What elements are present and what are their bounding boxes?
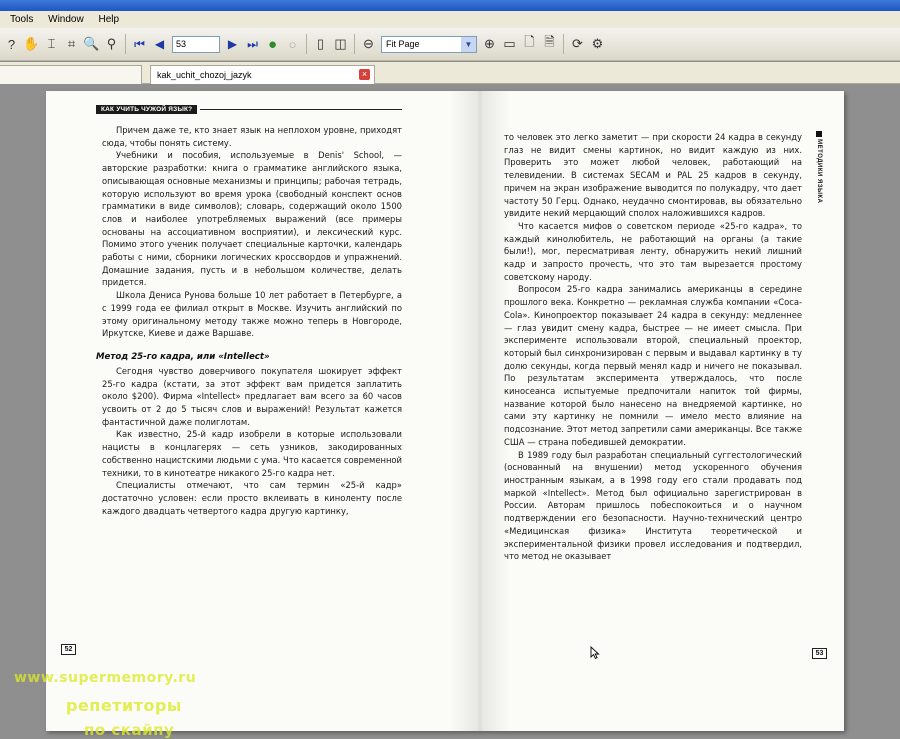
watermark-line-3: по скайпу <box>84 721 175 739</box>
watermark-line-2: репетиторы <box>66 696 182 715</box>
book-gutter <box>450 91 510 731</box>
page-number-input[interactable]: 53 <box>172 36 220 53</box>
next-page-icon[interactable]: ▶ <box>227 37 238 51</box>
zoom-select[interactable] <box>381 36 477 53</box>
side-marker-bar <box>816 131 822 137</box>
paragraph: Сегодня чувство доверчивого покупателя шокирует эффект 25-го кадра (кстати, за этот эффект вам придется заплатить около $200). Фирма «Intellect» предлагает вам всего за 60 часов усвоить от 2 до 5 тысяч слов и выражений! Результат кажется фантастичной даже полиглотам. <box>102 365 402 427</box>
single-page-icon[interactable]: ▯ <box>316 36 325 51</box>
watermark-url: www.supermemory.ru <box>14 670 197 686</box>
paragraph: Как известно, 25-й кадр изобрели в которые использовали нацисты в концлагерях — сеть узников, закодированных собственно нацистскими людьми с ума. Что касается современной техники, то в кинотеатре никакого 25-го кадра нет. <box>102 429 402 478</box>
right-page <box>504 131 802 563</box>
right-page-text <box>504 131 802 563</box>
side-marker <box>814 131 822 261</box>
paragraph: Специалисты отмечают, что сам термин «25-й кадр» достаточно условен: если просто вклеивать в киноленту после каждого двадцать четвертого кадра другую картинку, <box>102 480 402 516</box>
zoom-plus-icon[interactable]: ⊕ <box>484 36 495 51</box>
zoom-out-icon[interactable]: ⚲ <box>106 36 117 51</box>
zoom-in-icon[interactable]: 🔍 <box>83 36 100 51</box>
toolbar-separator <box>563 34 564 54</box>
rotate-icon[interactable]: ⟳ <box>572 36 583 51</box>
fit-page-icon[interactable]: 🗋 <box>524 34 535 49</box>
paragraph: Школа Дениса Рунова больше 10 лет работает в Петербурге, а с 1999 года ее филиал открыт в Москве. Изучить английский по этому оригинальному методу также можно теперь в Новгороде, Иркутске, Киеве и даже Варшаве. <box>102 290 402 339</box>
running-head <box>96 105 402 114</box>
prev-page-icon[interactable]: ◀ <box>154 37 165 51</box>
paragraph: Причем даже те, кто знает язык на неплохом уровне, приходят сюда, чтобы понять систему. <box>102 125 402 148</box>
menu-tools[interactable]: Tools <box>10 14 34 25</box>
scanned-spread <box>46 91 844 731</box>
menu-bar <box>0 11 900 28</box>
page-number-left: 52 <box>61 644 76 655</box>
paragraph: В 1989 году был разработан специальный суггестологический (основанный на внушении) метод ускоренного обучения иностранным языкам, а в 1998 году его стали продавать под маркой «Intellect». Метод был официально зарегистрирован в России. Авторам пришлось побеспокоиться и о научном подтверждении его безопасности. Научно-технический центро «Медицинская физика» Института теоретической и экспериментальной физики провел исследования и подтвердил, что метод не оказывает <box>504 449 802 562</box>
running-head-label: КАК УЧИТЬ ЧУЖОЙ ЯЗЫК? <box>96 105 197 114</box>
paragraph: Что касается мифов о советском периоде «25-го кадра», то каждый кинолюбитель, не работающий на органы (а такие были!), мог, пересматривая ленту, обнаружить некий лишний кадр и запросто прочесть, что это там вырезается простому советскому народу. <box>504 220 802 282</box>
left-page-text-2 <box>102 365 402 517</box>
running-head-rule <box>200 109 402 110</box>
document-viewer[interactable] <box>0 85 900 739</box>
menu-help[interactable]: Help <box>98 14 120 25</box>
actual-size-icon[interactable]: 🗎 <box>544 34 555 49</box>
section-heading: Метод 25-го кадра, или «Intellect» <box>96 351 270 362</box>
last-page-icon[interactable]: ⏭ <box>247 36 258 51</box>
tab-kak-uchit[interactable] <box>150 65 375 84</box>
crop-icon[interactable]: ⌗ <box>67 36 76 51</box>
tab-previous[interactable] <box>0 65 142 84</box>
toolbar-separator <box>354 34 355 54</box>
paragraph: то человек это легко заметит — при скорости 24 кадра в секунду глаз не видит смены картинок, но видит каждую из них. Проверить это может любой человек, работающий на телевидении. В системах SECAM и PAL 25 кадров в секунду, причем на экран изображение выводится по полукадру, что дает частоту 50 Герц. Однако, неудачно смонтировав, вы обязательно увидите некий мерцающий сполох наложившихся кадров. <box>504 132 802 219</box>
paragraph: Учебники и пособия, используемые в Denis' School, — авторские разработки: книга о грамматике английского языка, описывающая основные механизмы и принципы; рабочая тетрадь, которую используют во время урока (свободный конспект основ грамматики в виде символов); словарь, содержащий около 1500 слов и наиболее употребляемых выражений (все примеры основаны на ассоциативном восприятии), и лексический курс. Помимо этого ученик получает специальные карточки, календарь работы с ними, сборники логических кроссвордов и упражнений. Домашние задания, пусть и в небольшом количестве, делать придется. <box>102 150 402 288</box>
left-page-text <box>102 124 402 340</box>
paragraph: Вопросом 25-го кадра занимались американцы в середине прошлого века. Конкретно — рекламная служба компании «Coca-Cola». Кинопроектор показывает 24 кадра в секунду: медленнее — глаз увидит смену кадра, быстрее — не имеет смысла. При эксперименте использовали второй, специальный проектор, который был синхронизирован с первым и выдавал картинку в ту долю секунды, когда первый менял кадр и ничего не показывал. По результатам эксперимента утверждалось, что после киносеанса испытуемые предпочитали напиток той фирмы, название которой было нанесено на внедряемой картинке, но сами эту картинку не помнили — имело место влияние на подсознание. Этот метод запретили сами американцы. Все также США — страна победившей демократии. <box>504 284 802 447</box>
hand-icon[interactable]: ✋ <box>23 36 40 51</box>
toolbar-separator <box>306 34 307 54</box>
menu-window[interactable]: Window <box>48 14 84 25</box>
help-icon[interactable]: ? <box>7 36 16 52</box>
two-page-icon[interactable]: ◫ <box>334 36 347 51</box>
fit-width-icon[interactable]: ▭ <box>503 36 516 51</box>
tab-label: kak_uchit_chozoj_jazyk <box>157 70 252 80</box>
toolbar <box>0 28 900 61</box>
side-marker-label: МЕТОДИКИ ЯЗЫКА <box>816 139 822 204</box>
toolbar-separator <box>125 34 126 54</box>
go-back-icon[interactable]: ○ <box>288 36 297 52</box>
go-forward-icon[interactable]: ● <box>267 35 278 53</box>
zoom-minus-icon[interactable]: ⊖ <box>363 36 374 51</box>
close-icon[interactable]: × <box>359 69 370 80</box>
zoom-value: Fit Page <box>386 38 420 49</box>
title-bar <box>0 0 900 11</box>
page-number-right: 53 <box>812 648 827 659</box>
first-page-icon[interactable]: ⏮ <box>134 36 145 51</box>
mouse-cursor-icon <box>590 646 601 659</box>
settings-icon[interactable]: ⚙ <box>591 36 604 51</box>
document-tabs <box>0 62 900 84</box>
chevron-down-icon[interactable]: ▼ <box>461 37 476 52</box>
left-page <box>96 105 402 517</box>
select-icon[interactable]: ⌶ <box>47 36 56 51</box>
